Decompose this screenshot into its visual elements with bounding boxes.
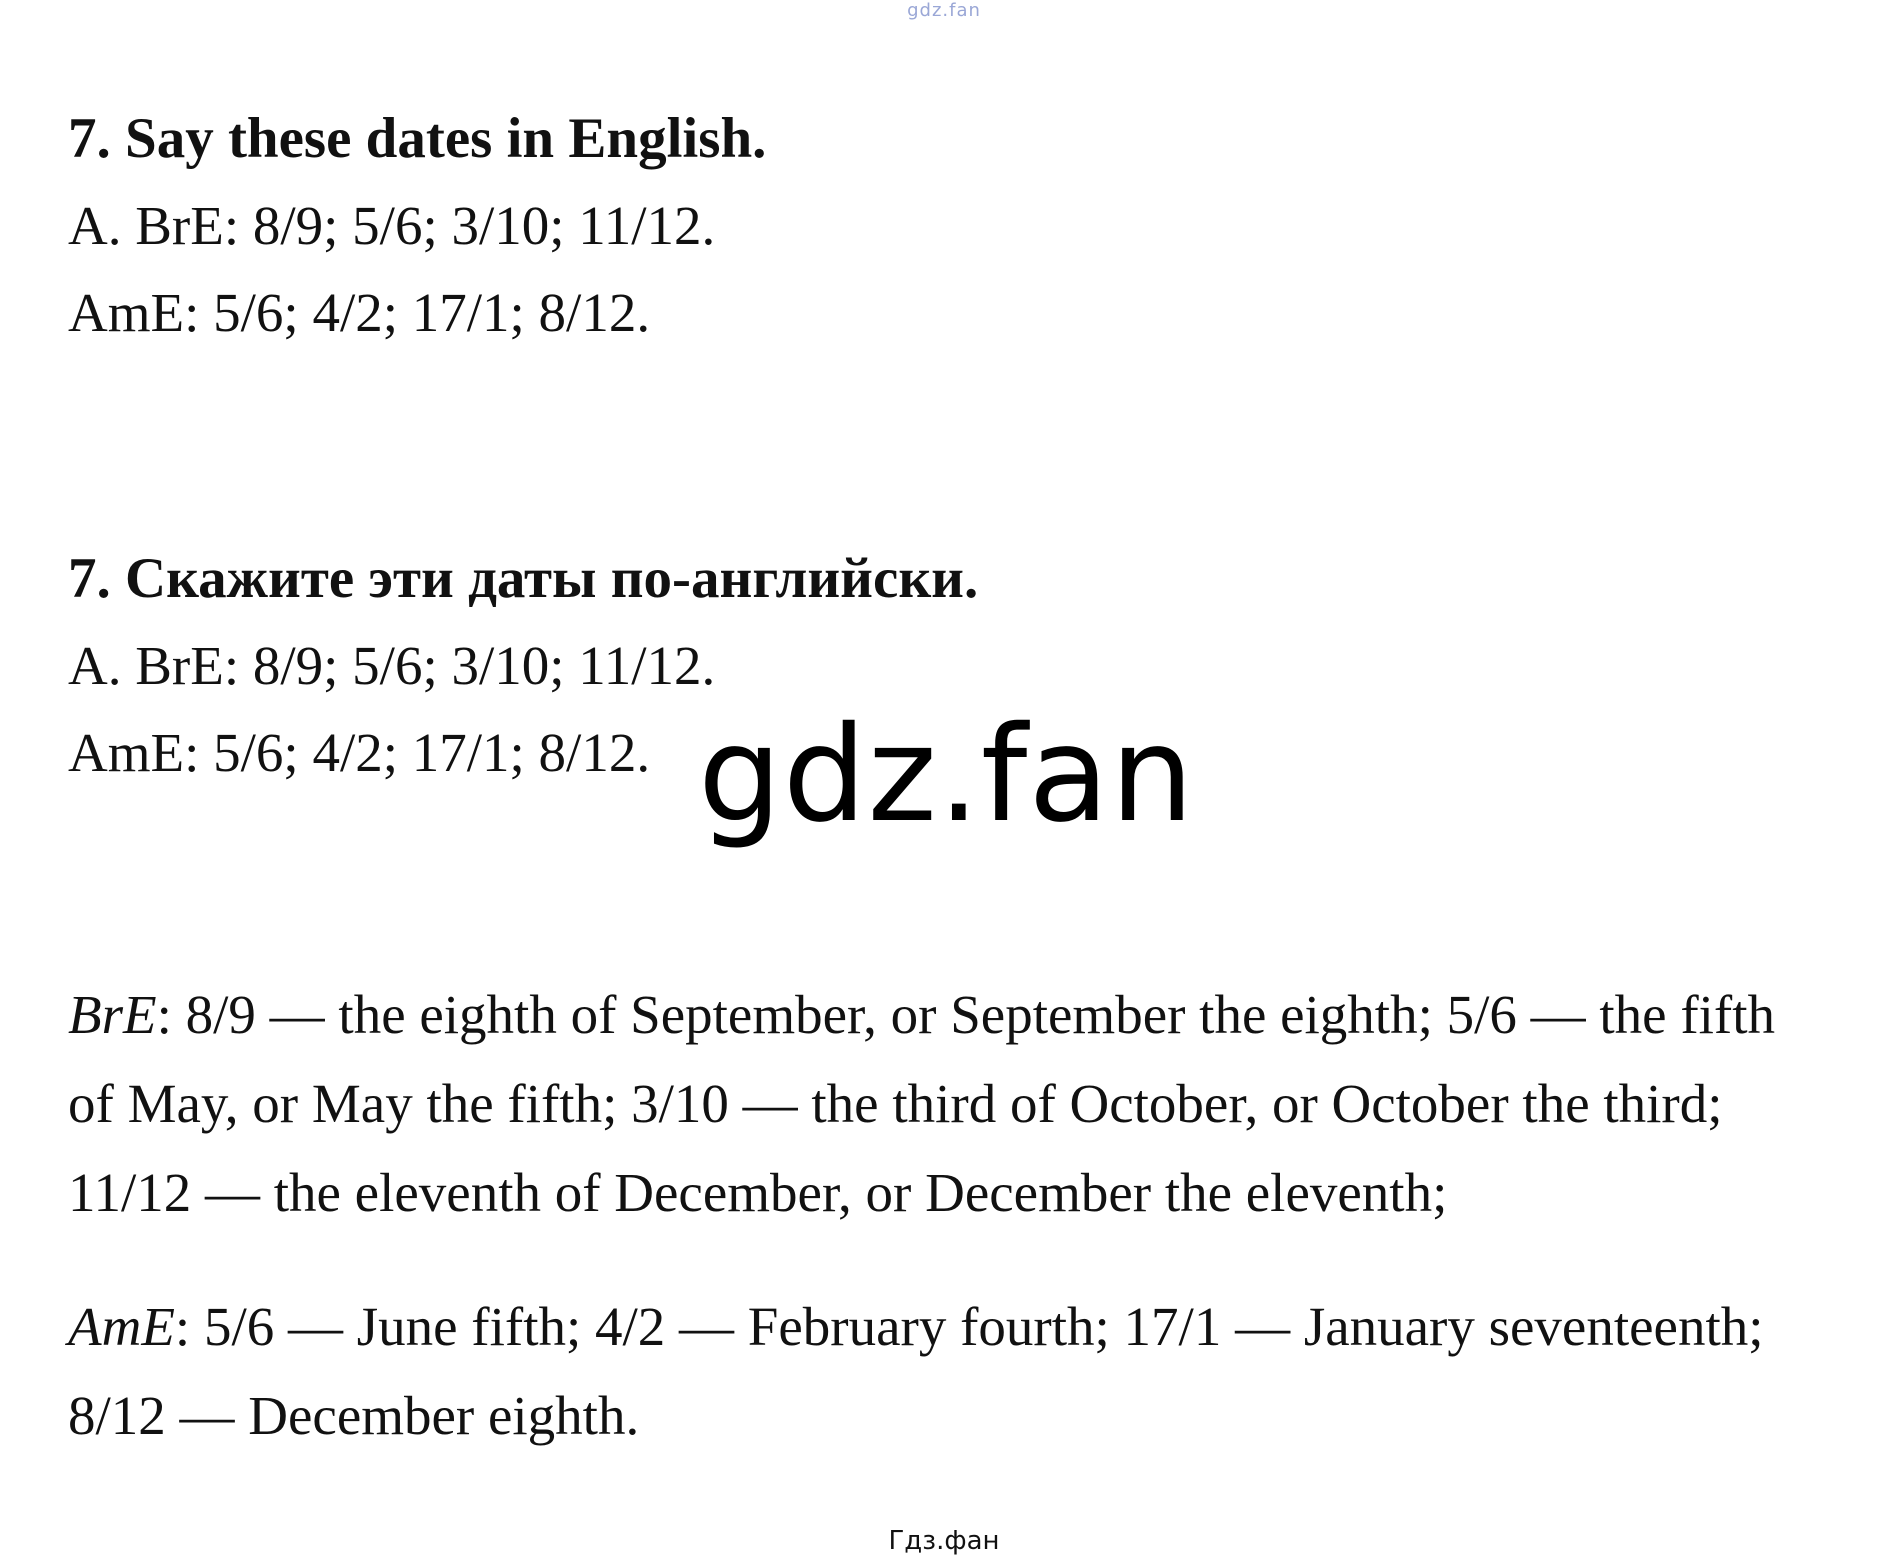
task-line-ame: AmE: 5/6; 4/2; 17/1; 8/12. — [68, 282, 651, 343]
answer-bre — [68, 970, 1808, 1237]
task-line-bre: A. BrE: 8/9; 5/6; 3/10; 11/12. — [68, 195, 716, 256]
center-watermark: gdz.fan — [698, 698, 1195, 852]
task-title-russian: 7. Скажите эти даты по-английски. — [68, 547, 979, 610]
bottom-watermark: Гдз.фан — [888, 1526, 1000, 1556]
task-line-ame-ru: AmE: 5/6; 4/2; 17/1; 8/12. — [68, 722, 651, 783]
answer-bre-text: : 8/9 — the eighth of September, or September the eighth; 5/6 — the fifth of May, or May the fifth; 3/10 — the third of October, or October the third; 11/12 — the eleventh of December, or December the eleventh; — [68, 984, 1776, 1223]
top-watermark: gdz.fan — [907, 0, 981, 21]
task-title-english: 7. Say these dates in English. — [68, 107, 767, 170]
answer-bre-tag: BrE — [68, 984, 157, 1045]
task-english — [68, 95, 1828, 356]
task-line-bre-ru: A. BrE: 8/9; 5/6; 3/10; 11/12. — [68, 635, 716, 696]
answer-ame — [68, 1282, 1808, 1460]
answer-ame-text: : 5/6 — June fifth; 4/2 — February fourth; 17/1 — January seventeenth; 8/12 — December eighth. — [68, 1296, 1764, 1446]
answer-ame-tag: AmE — [68, 1296, 175, 1357]
